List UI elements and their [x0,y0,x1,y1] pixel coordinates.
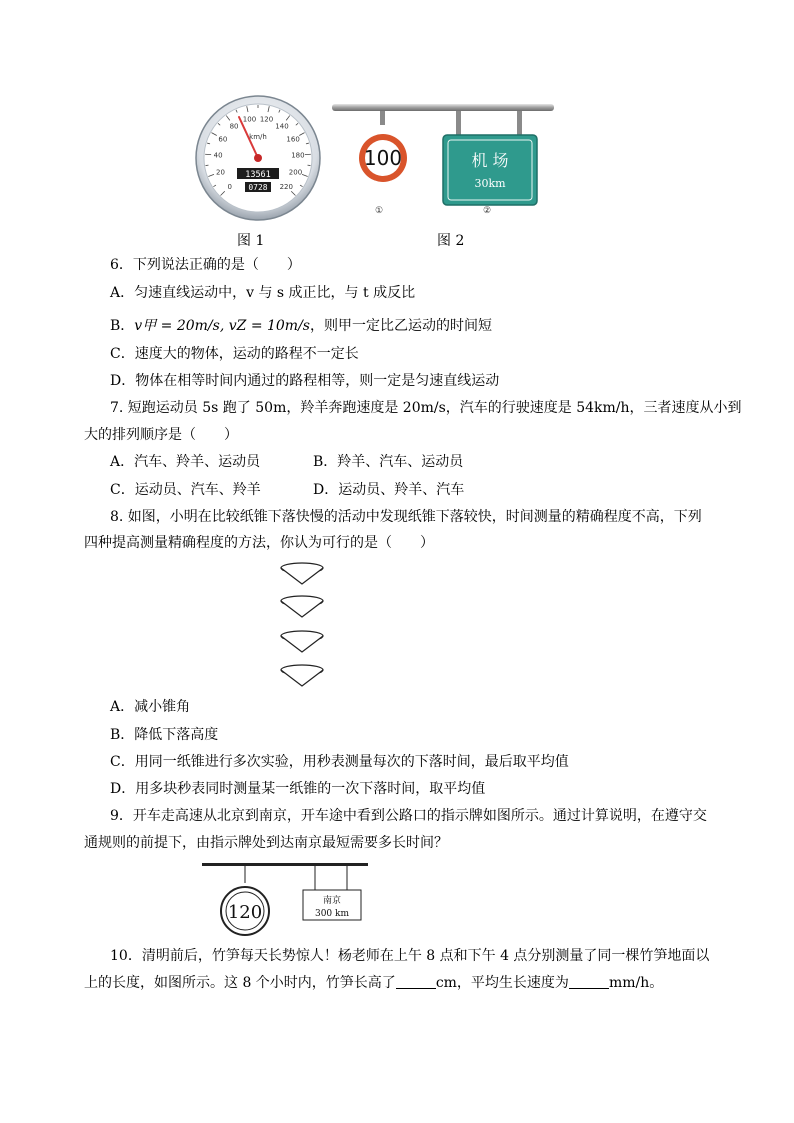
q10-blank-speed[interactable] [569,974,609,989]
speed-unit: km/h [249,133,267,141]
q10-line2 [84,973,663,993]
figure1-caption: 图 1 [237,233,265,249]
q10-text-b: cm，平均生长速度为 [435,975,569,991]
airport-sign [443,135,537,205]
speedometer-tick-label: 140 [275,122,289,131]
q9-sign-distance: 300 km [314,909,350,919]
speedometer-tick-label: 0 [227,182,232,191]
q7-line2: 大的排列顺序是（ ） [84,427,238,443]
trip-value: 0728 [248,183,268,192]
airport-sign-name: 机 场 [471,151,509,170]
speedometer-tick-label: 80 [229,122,239,131]
speedometer-tick-label: 100 [242,115,257,124]
airport-sign-distance: 30km [474,177,506,190]
q9-sign-city: 南京 [322,896,342,906]
q7-option-d: D．运动员、羚羊、汽车 [313,482,465,498]
q6-option-c: C．速度大的物体，运动的路程不一定长 [110,346,359,362]
cone-3-body [281,636,323,652]
q6-stem: 6．下列说法正确的是（ ） [110,257,301,273]
speed-limit-value: 100 [363,146,403,170]
speedometer-tick-label: 200 [288,168,303,177]
q8-option-b: B．降低下落高度 [110,727,219,743]
q6-option-b [110,316,492,336]
cone-2-body [281,601,323,617]
q7-option-b: B．羚羊、汽车、运动员 [313,454,464,470]
q10-line1: 10．清明前后，竹笋每天长势惊人！杨老师在上午 8 点和下午 4 点分别测量了同一棵竹笋地面以 [110,948,710,964]
q6-option-d: D．物体在相等时间内通过的路程相等，则一定是匀速直线运动 [110,373,500,389]
cone-4-body [281,670,323,686]
speedometer-tick-label: 40 [213,151,223,160]
road-sign-figure [202,860,372,940]
q9-speed-value: 120 [227,902,263,923]
signs-figure [330,98,558,218]
q7-option-c: C．运动员、汽车、羚羊 [110,482,261,498]
q6-option-b-prefix: B． [110,318,135,334]
q8-line2: 四种提高测量精确程度的方法，你认为可行的是（ ） [84,535,434,551]
cone-1-body [281,568,323,584]
q6-option-a: A．匀速直线运动中，v 与 s 成正比，与 t 成反比 [110,285,416,301]
speedometer-tick-label: 20 [216,168,225,177]
q8-option-d: D．用多块秒表同时测量某一纸锥的一次下落时间，取平均值 [110,781,486,797]
odometer-value: 13561 [245,170,271,180]
q7-line1: 7. 短跑运动员 5s 跑了 50m，羚羊奔跑速度是 20m/s，汽车的行驶速度是 54km/h，三者速度从小到 [110,400,742,416]
sign-label-1: ① [374,206,384,216]
speedometer-figure [195,95,321,221]
figure2-caption: 图 2 [437,233,465,249]
speedometer-tick-label: 180 [291,151,305,160]
q7-option-a: A．汽车、羚羊、运动员 [110,454,261,470]
q10-text-a: 上的长度，如图所示。这 8 个小时内，竹笋长高了 [84,975,396,991]
q10-text-c: mm/h。 [608,975,664,991]
speedometer-tick-label: 120 [259,115,274,124]
speedometer-tick-label: 60 [218,135,228,144]
q6-option-b-formula: v甲 = 20m/s, vZ = 10m/s [134,318,310,334]
q9-line1: 9．开车走高速从北京到南京，开车途中看到公路口的指示牌如图所示。通过计算说明，在遵守交 [110,808,707,824]
q6-option-b-suffix: ，则甲一定比乙运动的时间短 [310,318,492,334]
speedometer-tick-label: 220 [279,182,293,191]
q8-option-a: A．减小锥角 [110,699,191,715]
q8-option-c: C．用同一纸锥进行多次实验，用秒表测量每次的下落时间，最后取平均值 [110,754,569,770]
q8-line1: 8. 如图，小明在比较纸锥下落快慢的活动中发现纸锥下落较快，时间测量的精确程度不高，下列 [110,509,702,525]
paper-cones-figure [278,560,326,690]
q10-blank-height[interactable] [396,974,436,989]
speedometer-tick-label: 160 [286,135,300,144]
sign-label-2: ② [482,206,492,216]
q9-line2: 通规则的前提下，由指示牌处到达南京最短需要多长时间？ [84,835,448,851]
